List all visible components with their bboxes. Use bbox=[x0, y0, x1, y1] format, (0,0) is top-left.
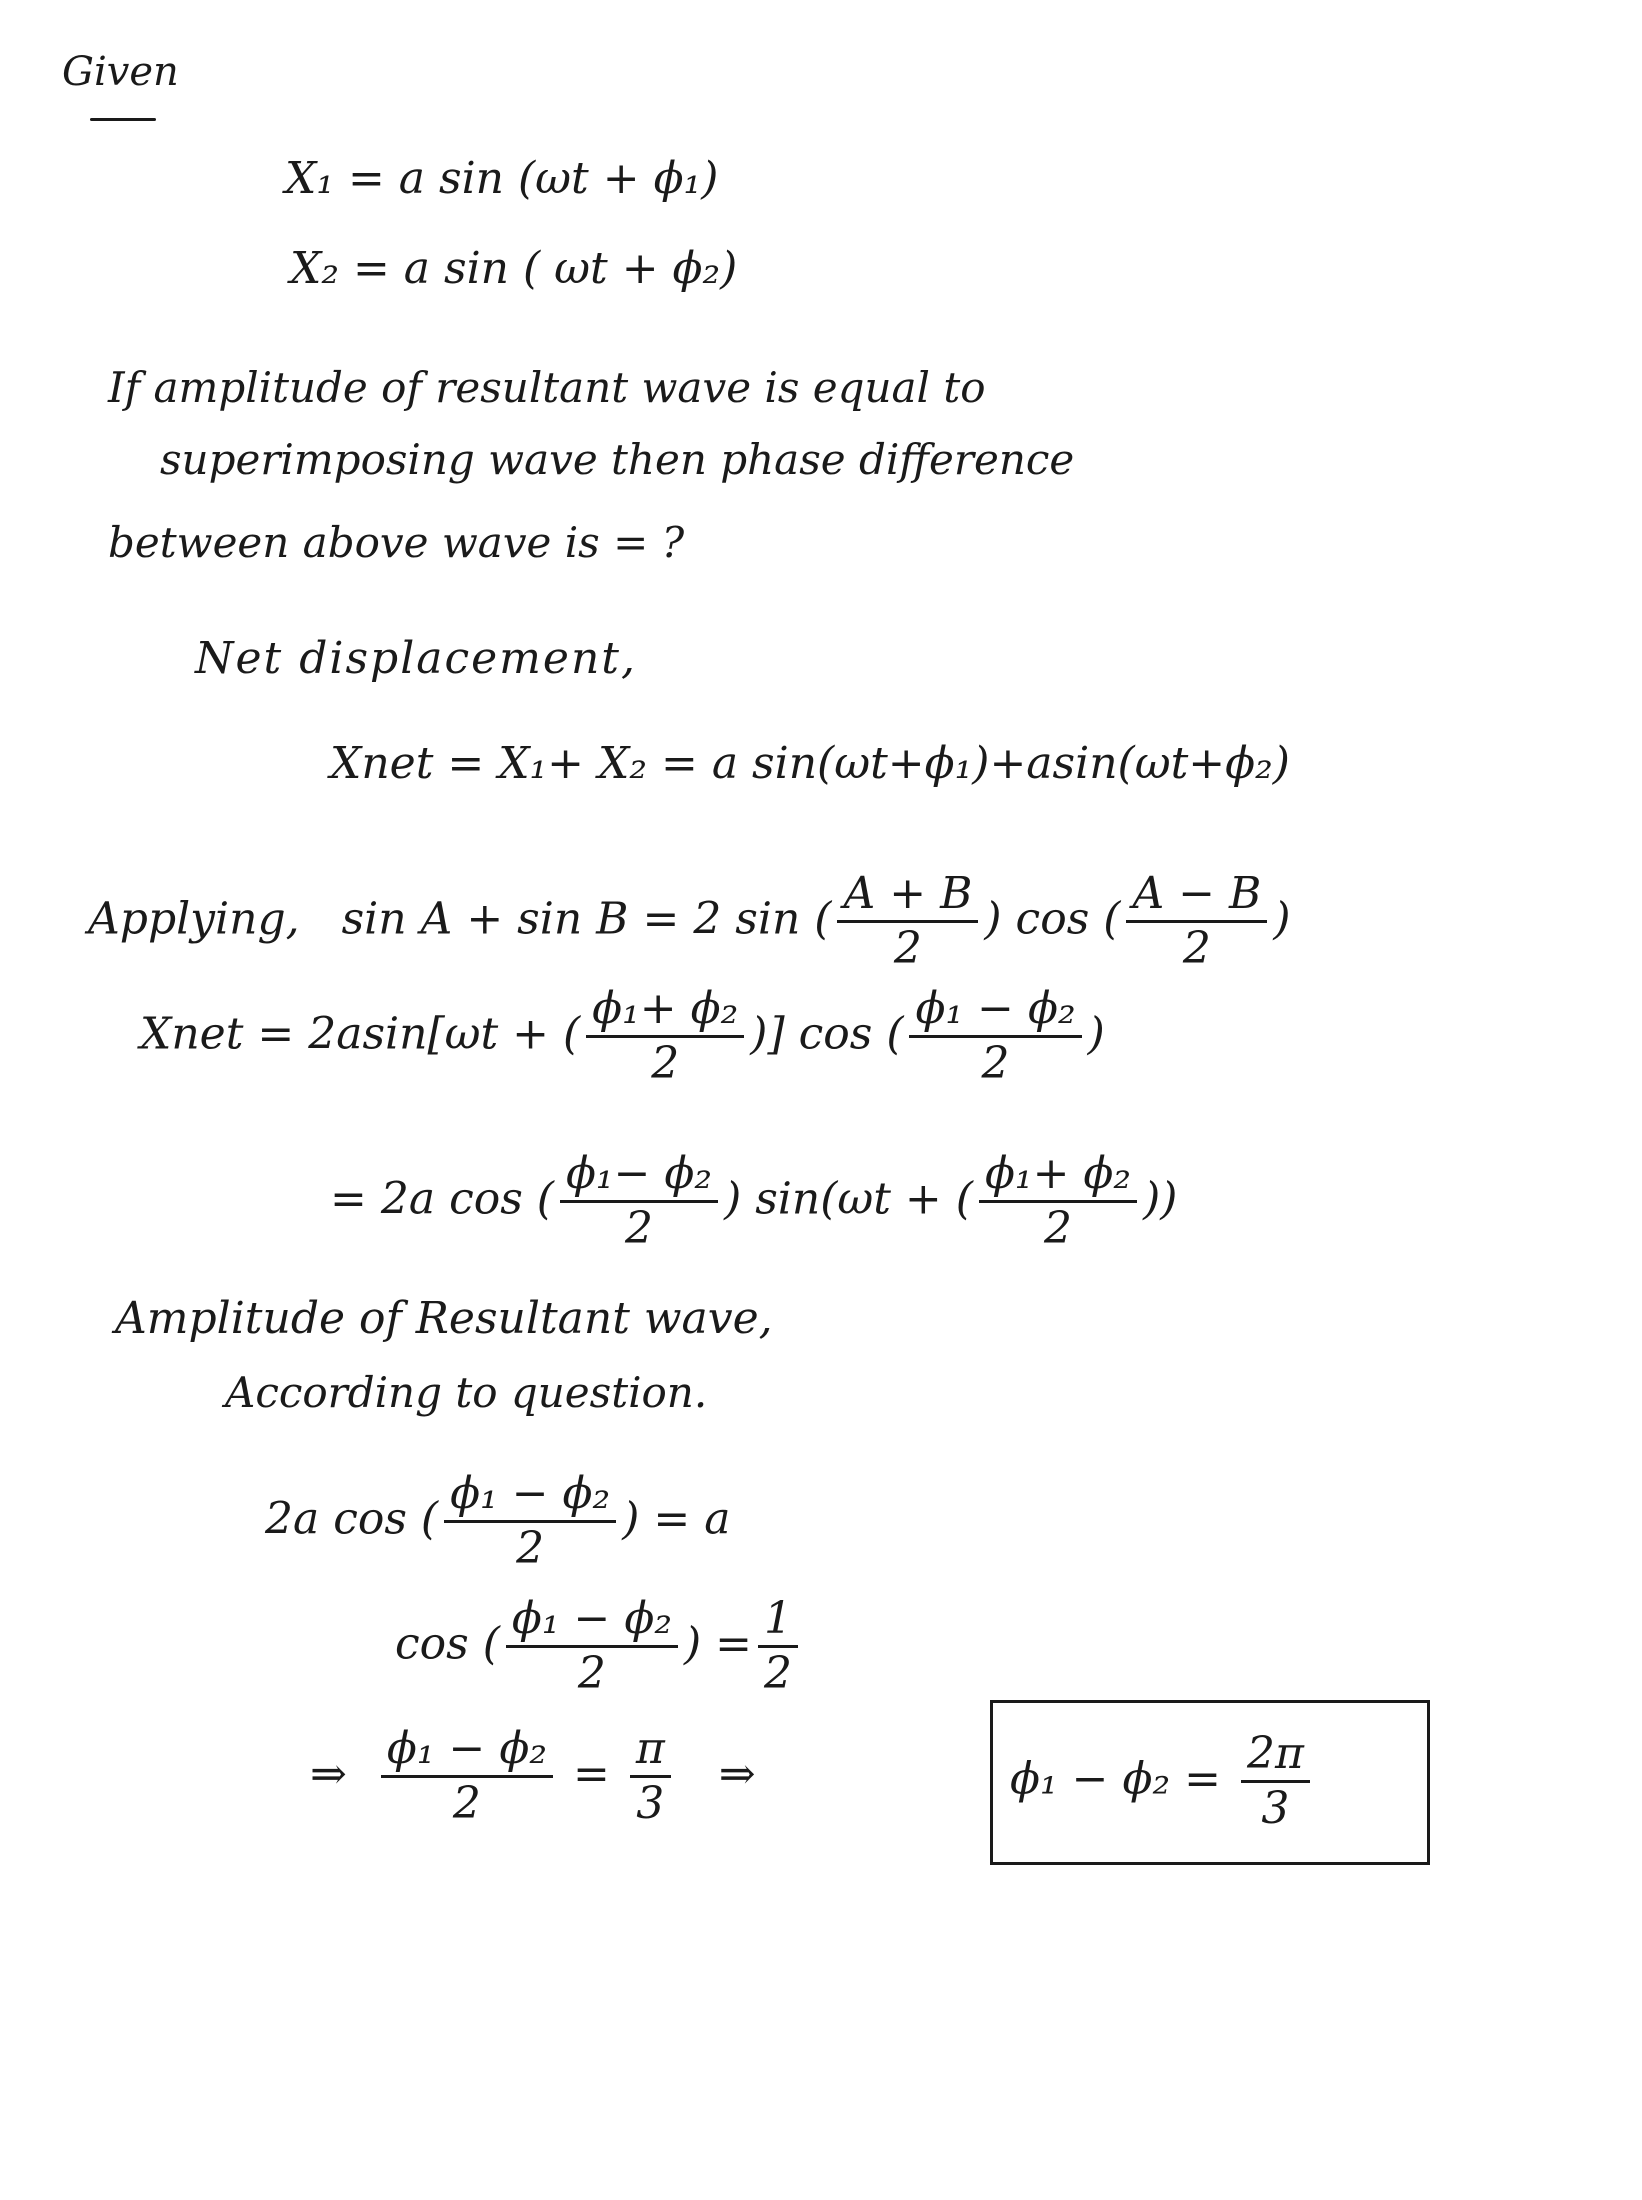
condition-equation-2 bbox=[395, 1595, 804, 1699]
expand-left: Xnet = 2asin[ωt + ( bbox=[140, 1008, 581, 1060]
final-fraction-sum bbox=[979, 1150, 1137, 1254]
cond2-mid: ) = bbox=[683, 1618, 753, 1670]
given-underline bbox=[90, 118, 156, 121]
final-answer bbox=[1010, 1730, 1316, 1834]
fraction-numerator: ϕ₁ − ϕ₂ bbox=[506, 1595, 678, 1648]
question-line-3: between above wave is = ? bbox=[108, 518, 685, 567]
expand-fraction-sum bbox=[586, 985, 744, 1089]
implies-arrow: ⇒ bbox=[718, 1748, 756, 1800]
condition-equation-1 bbox=[265, 1470, 730, 1574]
applying-label: Applying, bbox=[88, 893, 300, 945]
cond2-left: cos ( bbox=[395, 1618, 500, 1670]
fraction-denominator: 2 bbox=[981, 1038, 1010, 1090]
expand-mid: )] cos ( bbox=[750, 1008, 904, 1060]
fraction-numerator: 1 bbox=[758, 1595, 798, 1648]
final-right: )) bbox=[1143, 1173, 1178, 1225]
expand-fraction-diff bbox=[909, 985, 1081, 1089]
fraction-denominator: 2 bbox=[893, 923, 922, 975]
fraction-denominator: 2 bbox=[1182, 923, 1211, 975]
fraction-denominator: 2 bbox=[625, 1203, 653, 1255]
cond3-equals: = bbox=[572, 1748, 610, 1800]
fraction-numerator: ϕ₁ − ϕ₂ bbox=[381, 1725, 553, 1778]
cond1-left: 2a cos ( bbox=[265, 1493, 439, 1545]
fraction-numerator: π bbox=[630, 1725, 671, 1778]
fraction-numerator: ϕ₁− ϕ₂ bbox=[560, 1150, 718, 1203]
fraction-numerator: ϕ₁+ ϕ₂ bbox=[979, 1150, 1137, 1203]
fraction-denominator: 3 bbox=[636, 1778, 665, 1830]
answer-fraction bbox=[1241, 1730, 1310, 1834]
question-line-1: If amplitude of resultant wave is equal to bbox=[108, 363, 986, 412]
condition-equation-3 bbox=[310, 1725, 756, 1829]
cond1-right: ) = a bbox=[622, 1493, 731, 1545]
fraction-numerator: 2π bbox=[1241, 1730, 1310, 1783]
fraction-numerator: ϕ₁ − ϕ₂ bbox=[909, 985, 1081, 1038]
cond1-fraction bbox=[444, 1470, 616, 1574]
xnet-expansion bbox=[140, 985, 1105, 1089]
xnet-definition: Xnet = X₁+ X₂ = a sin(ωt+ϕ₁)+asin(ωt+ϕ₂) bbox=[330, 738, 1290, 789]
implies-arrow: ⇒ bbox=[310, 1748, 347, 1800]
given-equation-x2: X₂ = a sin ( ωt + ϕ₂) bbox=[290, 243, 738, 294]
final-mid: ) sin(ωt + ( bbox=[724, 1173, 973, 1225]
fraction-denominator: 2 bbox=[516, 1523, 545, 1575]
fraction-denominator: 2 bbox=[651, 1038, 680, 1090]
given-heading: Given bbox=[62, 49, 179, 95]
fraction-denominator: 2 bbox=[764, 1648, 793, 1700]
cond2-half-fraction bbox=[758, 1595, 798, 1699]
fraction-denominator: 2 bbox=[452, 1778, 481, 1830]
fraction-denominator: 2 bbox=[1044, 1203, 1072, 1255]
final-fraction-diff bbox=[560, 1150, 718, 1254]
identity-fraction-sum bbox=[837, 870, 978, 974]
fraction-denominator: 2 bbox=[577, 1648, 606, 1700]
final-left: = 2a cos ( bbox=[330, 1173, 554, 1225]
fraction-numerator: A − B bbox=[1126, 870, 1267, 923]
fraction-numerator: ϕ₁ − ϕ₂ bbox=[444, 1470, 616, 1523]
amplitude-heading: Amplitude of Resultant wave, bbox=[115, 1293, 773, 1344]
cond2-fraction bbox=[506, 1595, 678, 1699]
xnet-final-form bbox=[330, 1150, 1177, 1254]
cond3-pi-fraction bbox=[630, 1725, 671, 1829]
according-to-question: According to question. bbox=[225, 1368, 708, 1417]
fraction-numerator: ϕ₁+ ϕ₂ bbox=[586, 985, 744, 1038]
identity-fraction-diff bbox=[1126, 870, 1267, 974]
identity-mid: ) cos ( bbox=[984, 893, 1121, 945]
identity-left: sin A + sin B = 2 sin ( bbox=[341, 893, 832, 945]
answer-left: ϕ₁ − ϕ₂ = bbox=[1010, 1753, 1221, 1805]
given-equation-x1: X₁ = a sin (ωt + ϕ₁) bbox=[285, 153, 719, 204]
fraction-denominator: 3 bbox=[1261, 1783, 1290, 1835]
net-displacement-heading: Net displacement, bbox=[195, 633, 637, 684]
fraction-numerator: A + B bbox=[837, 870, 978, 923]
question-line-2: superimposing wave then phase difference bbox=[160, 435, 1075, 484]
identity-right: ) bbox=[1273, 893, 1291, 945]
identity-line bbox=[88, 870, 1291, 974]
expand-right: ) bbox=[1087, 1008, 1105, 1060]
cond3-fraction bbox=[381, 1725, 553, 1829]
